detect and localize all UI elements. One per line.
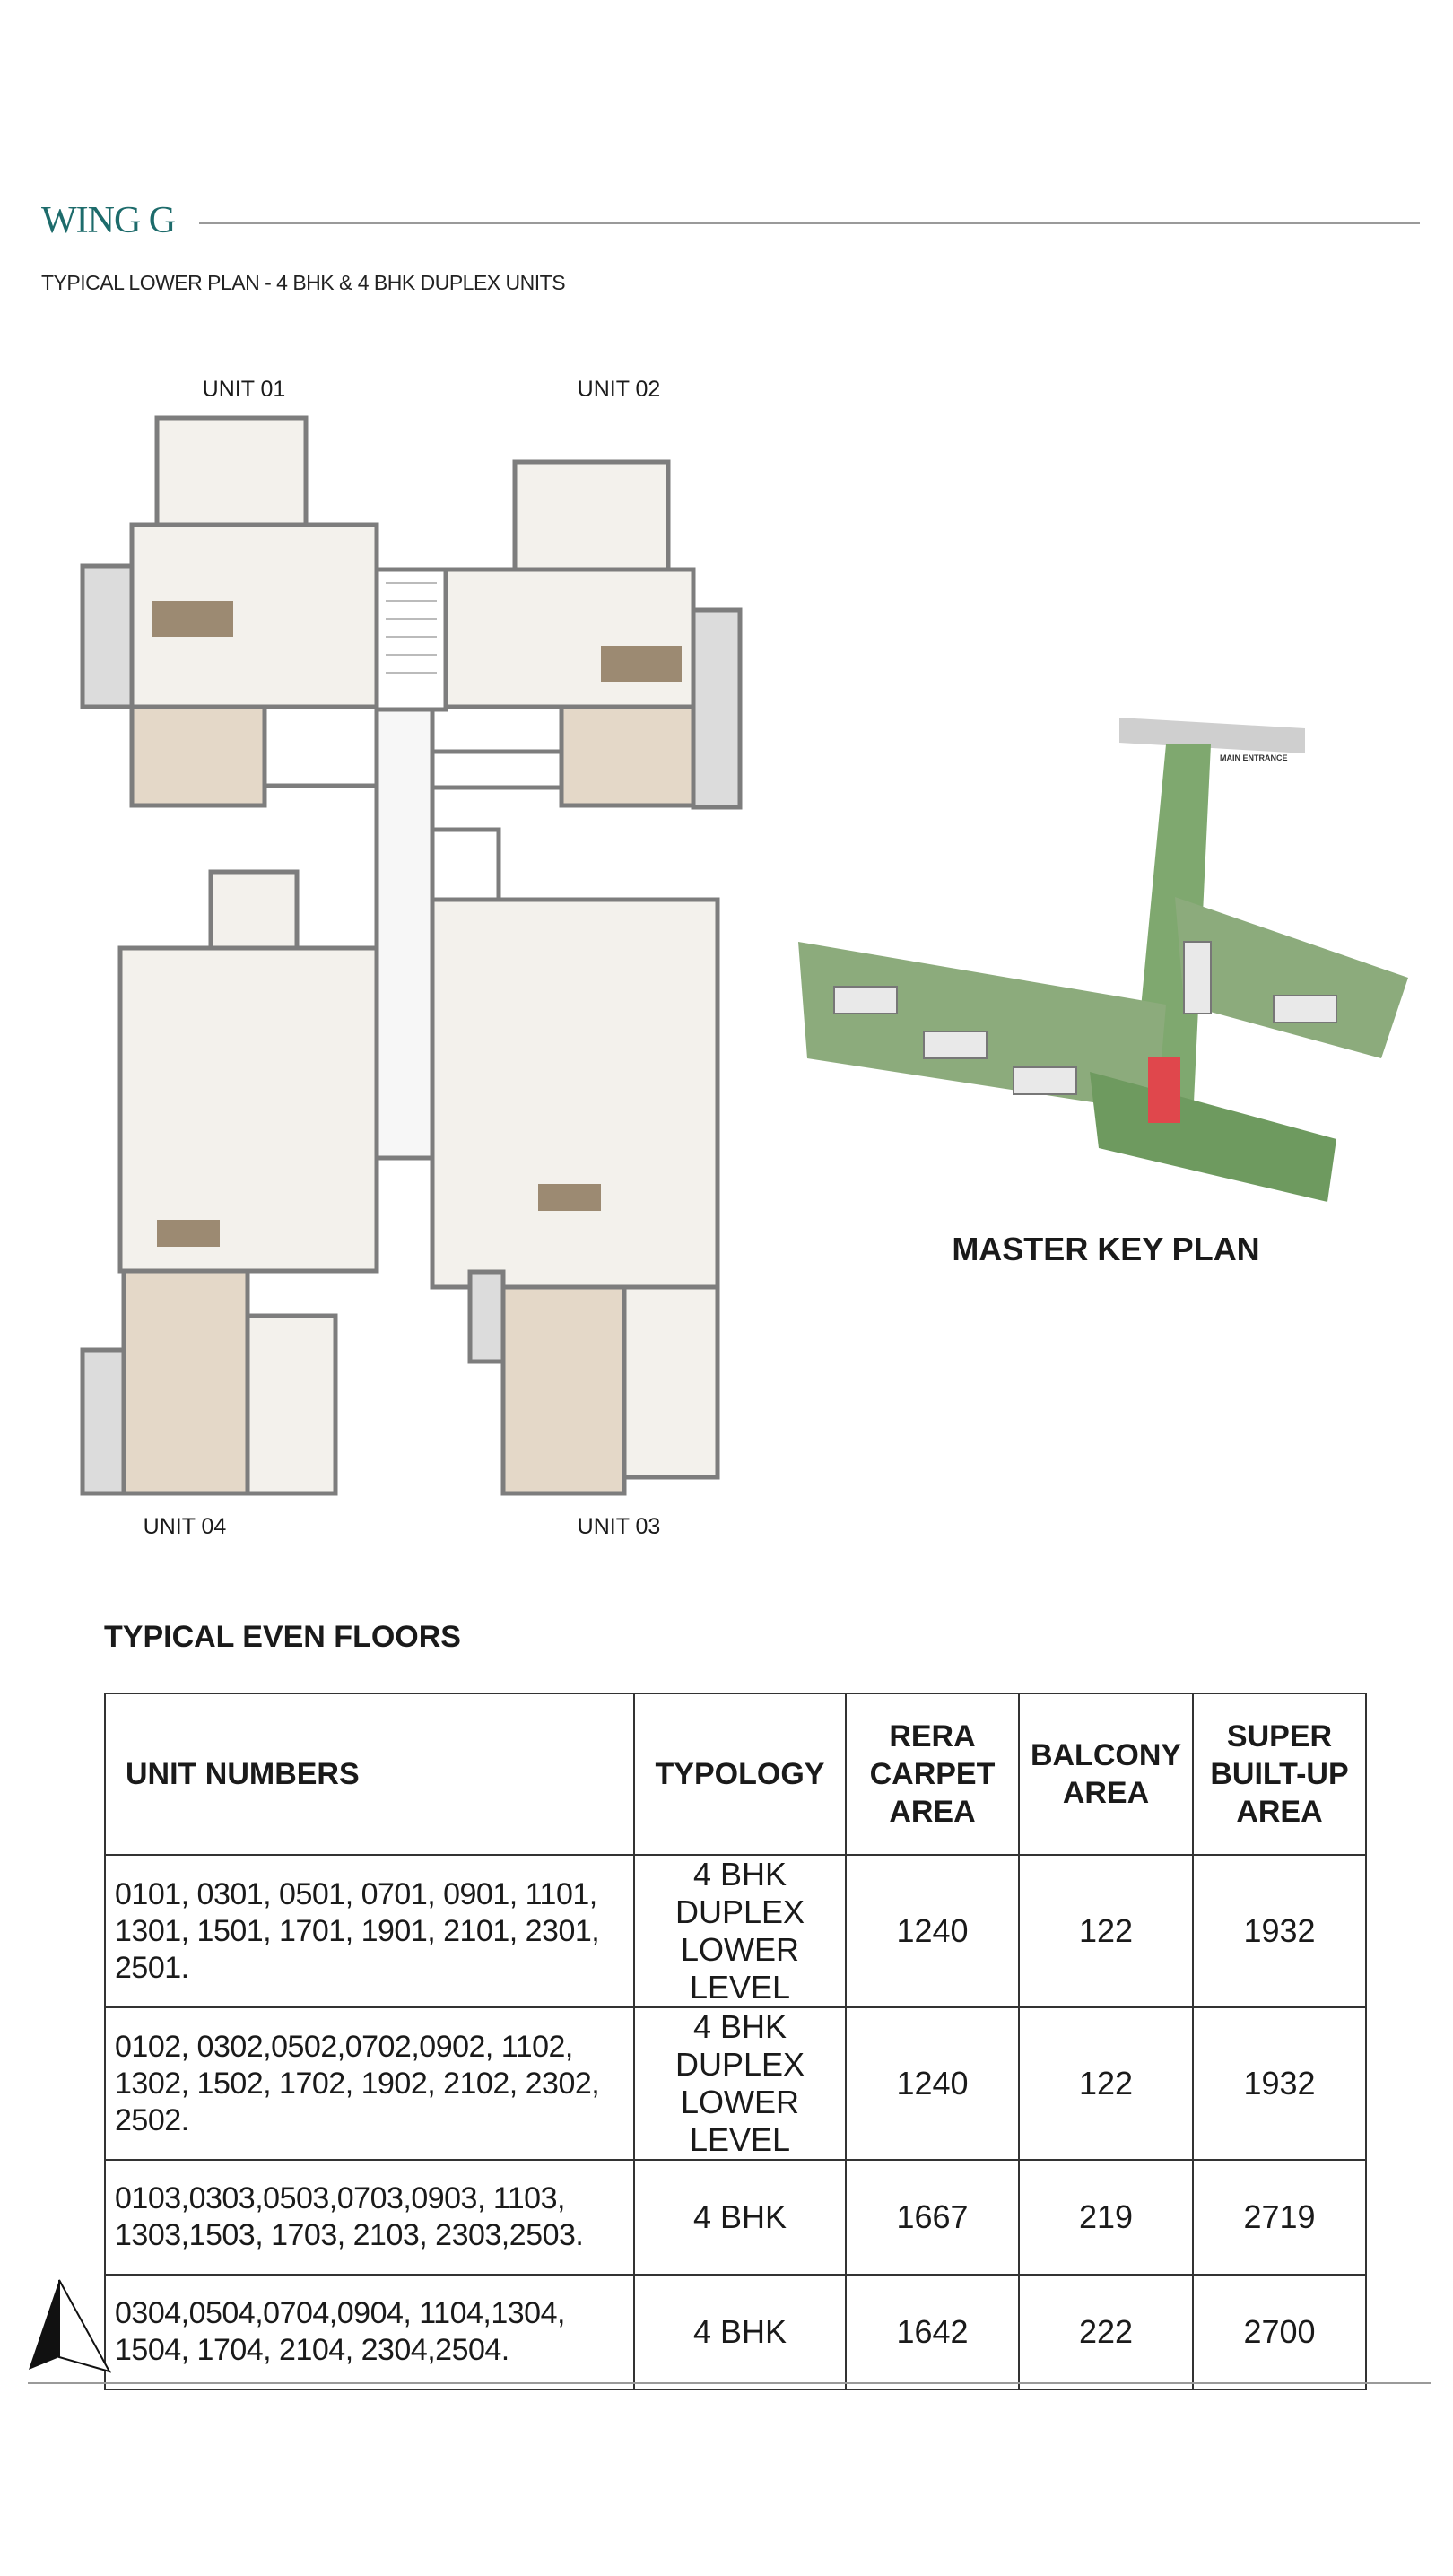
unit-03-label: UNIT 03 [577,1514,661,1539]
unit-numbers: 0103,0303,0503,0703,0903, 1103, 1303,1503, 1703, 2103, 2303,2503. [105,2160,634,2275]
unit03-balcony [470,1272,503,1362]
col-unit-numbers: UNIT NUMBERS [105,1693,634,1855]
table-row [105,2275,1366,2389]
unit04-master-bedroom [124,1271,248,1493]
balcony-area: 122 [1019,2007,1193,2160]
typology: 4 BHK [634,2275,846,2389]
super-area: 1932 [1193,2007,1366,2160]
unit03-bedroom-2 [624,1287,718,1477]
wing-g-highlight [1148,1057,1180,1123]
balcony-area: 222 [1019,2275,1193,2389]
carpet-area: 1667 [846,2160,1019,2275]
unit-04-label: UNIT 04 [143,1514,227,1539]
master-key-plan-map [0,0,1453,1256]
col-rera-carpet-area: RERA CARPET AREA [846,1693,1019,1855]
tower [834,987,897,1014]
table-header-row [105,1693,1366,1855]
tower [924,1031,987,1058]
road [1119,718,1305,753]
unit-numbers: 0304,0504,0704,0904, 1104,1304, 1504, 1704, 2104, 2304,2504. [105,2275,634,2389]
balcony-area: 122 [1019,1855,1193,2007]
main-entrance-label: MAIN ENTRANCE [1220,753,1288,762]
carpet-area: 1240 [846,1855,1019,2007]
table-row [105,1855,1366,2007]
tower [1274,996,1336,1023]
super-area: 2700 [1193,2275,1366,2389]
super-area: 2719 [1193,2160,1366,2275]
footer-divider [28,2382,1431,2384]
super-area: 1932 [1193,1855,1366,2007]
table-heading: TYPICAL EVEN FLOORS [104,1620,461,1654]
north-arrow-icon [25,2278,115,2377]
plan-subtitle: TYPICAL LOWER PLAN - 4 BHK & 4 BHK DUPLEX UNITS [41,271,566,294]
tower [1184,942,1211,1014]
master-key-plan-label: MASTER KEY PLAN [952,1231,1260,1267]
page-title: WING G [41,200,176,241]
unit-01-label: UNIT 01 [202,377,286,402]
unit-02-label: UNIT 02 [577,377,661,402]
carpet-area: 1240 [846,2007,1019,2160]
balcony-area: 219 [1019,2160,1193,2275]
typology: 4 BHK DUPLEX LOWER LEVEL [634,2007,846,2160]
typology: 4 BHK [634,2160,846,2275]
unit-numbers: 0101, 0301, 0501, 0701, 0901, 1101, 1301, 1501, 1701, 1901, 2101, 2301, 2501. [105,1855,634,2007]
table-row [105,2160,1366,2275]
unit04-balcony [83,1350,124,1493]
unit-area-table [104,1693,1367,2390]
south-park [1090,1072,1336,1202]
table-row [105,2007,1366,2160]
unit-numbers: 0102, 0302,0502,0702,0902, 1102, 1302, 1502, 1702, 1902, 2102, 2302, 2502. [105,2007,634,2160]
unit04-bedroom-2 [248,1316,335,1493]
col-balcony-area: BALCONY AREA [1019,1693,1193,1855]
unit03-master-bedroom [503,1287,624,1493]
typology: 4 BHK DUPLEX LOWER LEVEL [634,1855,846,2007]
tower [1014,1067,1076,1094]
col-typology: TYPOLOGY [634,1693,846,1855]
col-super-built-up-area: SUPER BUILT-UP AREA [1193,1693,1366,1855]
carpet-area: 1642 [846,2275,1019,2389]
